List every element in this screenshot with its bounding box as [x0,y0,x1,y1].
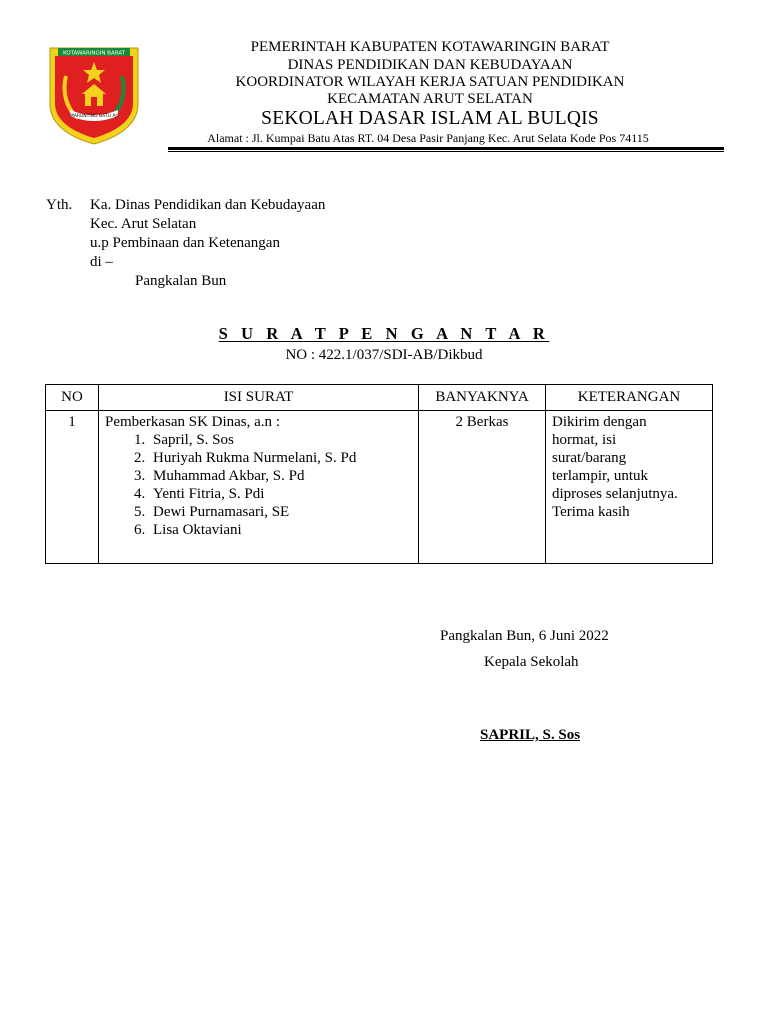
letter-contents-table [45,384,713,564]
school-name: SEKOLAH DASAR ISLAM AL BULQIS [261,108,599,129]
emblem-top-text: KOTAWARINGIN BARAT [62,50,126,57]
letterhead-line-3: KOORDINATOR WILAYAH KERJA SATUAN PENDIDIKAN [235,74,625,90]
keterangan-line: terlampir, untuk [552,468,649,484]
keterangan-line: surat/barang [552,450,627,466]
names-list [105,431,412,539]
header-banyaknya: BANYAKNYA [419,385,546,411]
regency-emblem-icon [44,42,144,146]
recipient-line-3: u.p Pembinaan dan Ketenangan [90,235,280,251]
list-item: 2. Huriyah Rukma Nurmelani, S. Pd [149,449,412,467]
cell-no: 1 [46,411,99,564]
recipient-city: Pangkalan Bun [135,273,227,289]
letter-number: NO : 422.1/037/SDI-AB/Dikbud [285,347,483,363]
keterangan-line: Dikirim dengan [552,414,647,430]
keterangan-line: Terima kasih [552,504,630,520]
signature-place-date: Pangkalan Bun, 6 Juni 2022 [440,628,609,644]
recipient-line-4: di – [90,254,113,270]
header-keterangan: KETERANGAN [546,385,713,411]
recipient-salutation: Yth. [46,197,73,213]
letterhead-line-4: KECAMATAN ARUT SELATAN [327,91,533,107]
recipient-line-2: Kec. Arut Selatan [90,216,197,232]
list-item: 4. Yenti Fitria, S. Pdi [149,485,412,503]
list-item: 3. Muhammad Akbar, S. Pd [149,467,412,485]
list-item: 5. Dewi Purnamasari, SE [149,503,412,521]
cell-banyaknya: 2 Berkas [419,411,546,564]
signature-role: Kepala Sekolah [484,654,579,670]
table-header-row [46,385,713,411]
keterangan-line: diproses selanjutnya. [552,486,678,502]
emblem-banner-text: MARUNTING BATU AJI [69,114,119,119]
recipient-line-1: Ka. Dinas Pendidikan dan Kebudayaan [90,197,326,213]
cell-isi-surat [99,411,419,564]
keterangan-line: hormat, isi [552,432,617,448]
school-address: Alamat : Jl. Kumpai Batu Atas RT. 04 Desa Pasir Panjang Kec. Arut Selata Kode Pos 74115 [207,131,649,145]
letter-title [0,324,768,344]
header-no: NO [46,385,99,411]
letterhead-divider-thick [168,147,724,150]
isi-intro: Pemberkasan SK Dinas, a.n : [105,414,280,430]
letterhead-divider-thin [168,151,724,152]
letter-title-text: S U R A T P E N G A N T A R [218,324,550,343]
cell-keterangan [546,411,713,564]
header-isi-surat: ISI SURAT [99,385,419,411]
letterhead-line-2: DINAS PENDIDIKAN DAN KEBUDAYAAN [287,57,573,73]
signature-name: SAPRIL, S. Sos [480,727,581,743]
table-row [46,411,713,564]
list-item: 1. Sapril, S. Sos [149,431,412,449]
list-item: 6. Lisa Oktaviani [149,521,412,539]
letterhead-line-1: PEMERINTAH KABUPATEN KOTAWARINGIN BARAT [250,39,610,55]
